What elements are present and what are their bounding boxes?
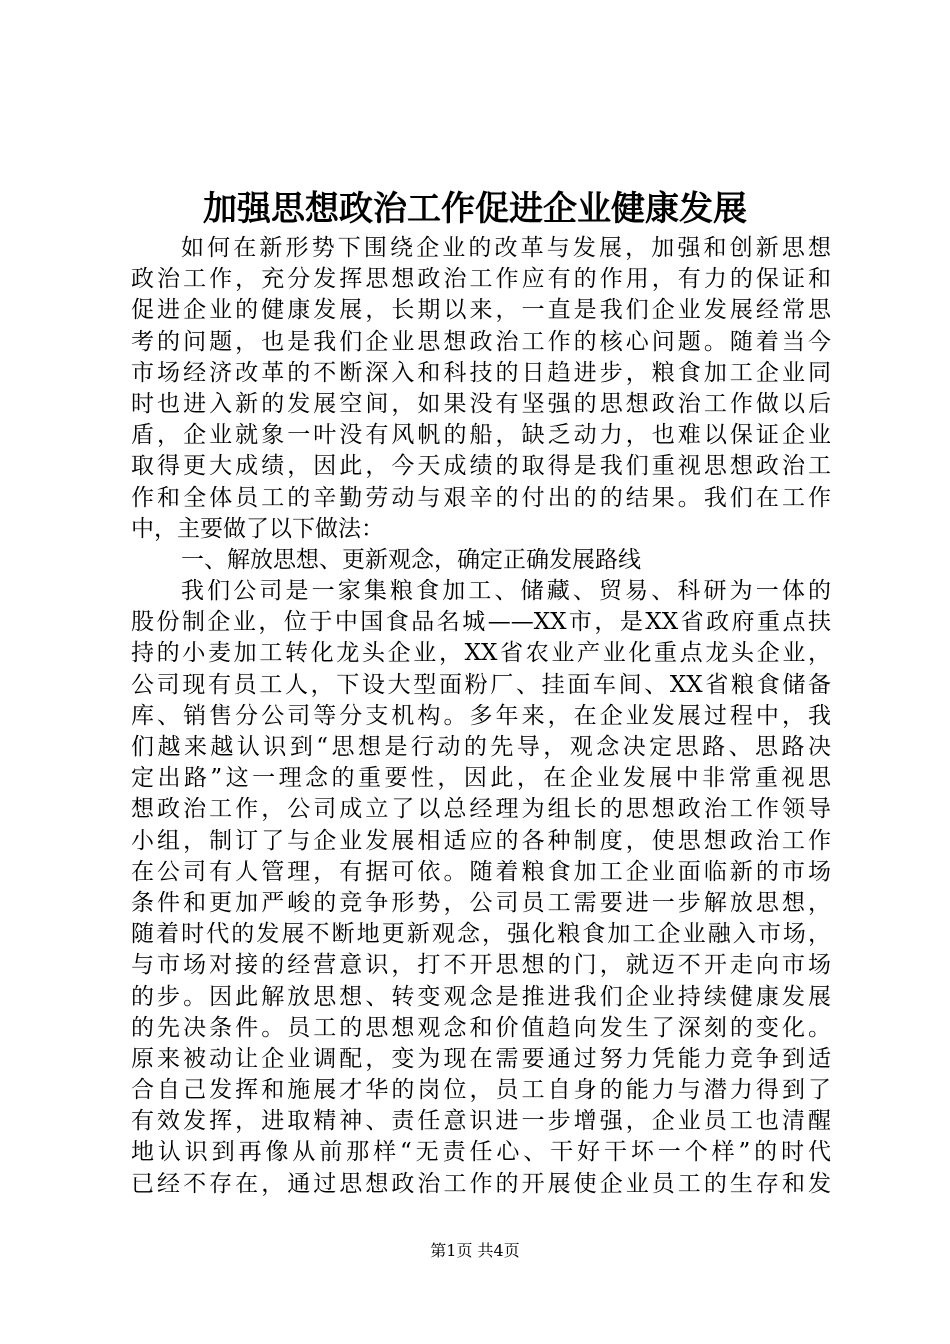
text-line: 定出路”这一理念的重要性，因此，在企业发展中非常重视思: [131, 765, 831, 792]
text-line: 我们公司是一家集粮食加工、储藏、贸易、科研为一体的: [181, 578, 831, 605]
document-body: [131, 233, 831, 1200]
text-line: 的先决条件。员工的思想观念和价值趋向发生了深刻的变化。: [131, 1014, 831, 1041]
text-line: 中，主要做了以下做法：: [131, 515, 384, 542]
text-line: 盾，企业就象一叶没有风帆的船，缺乏动力，也难以保证企业: [131, 422, 831, 449]
text-line: 随着时代的发展不断地更新观念，强化粮食加工企业融入市场，: [131, 921, 831, 948]
text-line: 如何在新形势下围绕企业的改革与发展，加强和创新思想: [181, 235, 831, 261]
text-line: 原来被动让企业调配，变为现在需要通过努力凭能力竞争到适: [131, 1045, 831, 1072]
text-line: 已经不存在，通过思想政治工作的开展使企业员工的生存和发: [131, 1170, 831, 1197]
text-line: 库、销售分公司等分支机构。多年来，在企业发展过程中，我: [131, 702, 831, 729]
text-line: 股份制企业，位于中国食品名城——XX市，是XX省政府重点扶: [131, 609, 831, 636]
text-line: 小组，制订了与企业发展相适应的各种制度，使思想政治工作: [131, 827, 831, 854]
text-line: 作和全体员工的辛勤劳动与艰辛的付出的的结果。我们在工作: [131, 484, 831, 511]
text-line: 想政治工作，公司成立了以总经理为组长的思想政治工作领导: [131, 796, 831, 823]
text-line: 取得更大成绩，因此，今天成绩的取得是我们重视思想政治工: [131, 453, 831, 480]
text-line: 公司现有员工人，下设大型面粉厂、挂面车间、XX省粮食储备: [131, 671, 831, 698]
text-line: 持的小麦加工转化龙头企业，XX省农业产业化重点龙头企业，: [131, 640, 831, 667]
document-title: 加强思想政治工作促进企业健康发展: [203, 189, 747, 229]
text-line: 市场经济改革的不断深入和科技的日趋进步，粮食加工企业同: [131, 359, 831, 386]
text-line: 时也进入新的发展空间，如果没有坚强的思想政治工作做以后: [131, 390, 831, 417]
paragraph: [131, 545, 831, 576]
text-line: 条件和更加严峻的竞争形势，公司员工需要进一步解放思想，: [131, 889, 831, 916]
text-line: 与市场对接的经营意识，打不开思想的门，就迈不开走向市场: [131, 952, 831, 979]
text-line: 在公司有人管理，有据可依。随着粮食加工企业面临新的市场: [131, 858, 831, 885]
page-footer: 第1页 共4页: [430, 1241, 520, 1260]
paragraph: [131, 576, 831, 1200]
text-line: 地认识到再像从前那样“无责任心、干好干坏一个样”的时代: [131, 1139, 831, 1166]
text-line: 考的问题，也是我们企业思想政治工作的核心问题。随着当今: [131, 328, 831, 355]
paragraph: [131, 233, 831, 545]
text-line: 有效发挥，进取精神、责任意识进一步增强，企业员工也清醒: [131, 1108, 831, 1135]
text-line: 一、解放思想、更新观念，确定正确发展路线: [181, 546, 641, 573]
text-line: 促进企业的健康发展，长期以来，一直是我们企业发展经常思: [131, 297, 831, 324]
text-line: 合自己发挥和施展才华的岗位，员工自身的能力与潜力得到了: [131, 1077, 831, 1104]
text-line: 们越来越认识到“思想是行动的先导，观念决定思路、思路决: [131, 734, 831, 760]
text-line: 的步。因此解放思想、转变观念是推进我们企业持续健康发展: [131, 983, 831, 1010]
text-line: 政治工作，充分发挥思想政治工作应有的作用，有力的保证和: [131, 266, 831, 293]
